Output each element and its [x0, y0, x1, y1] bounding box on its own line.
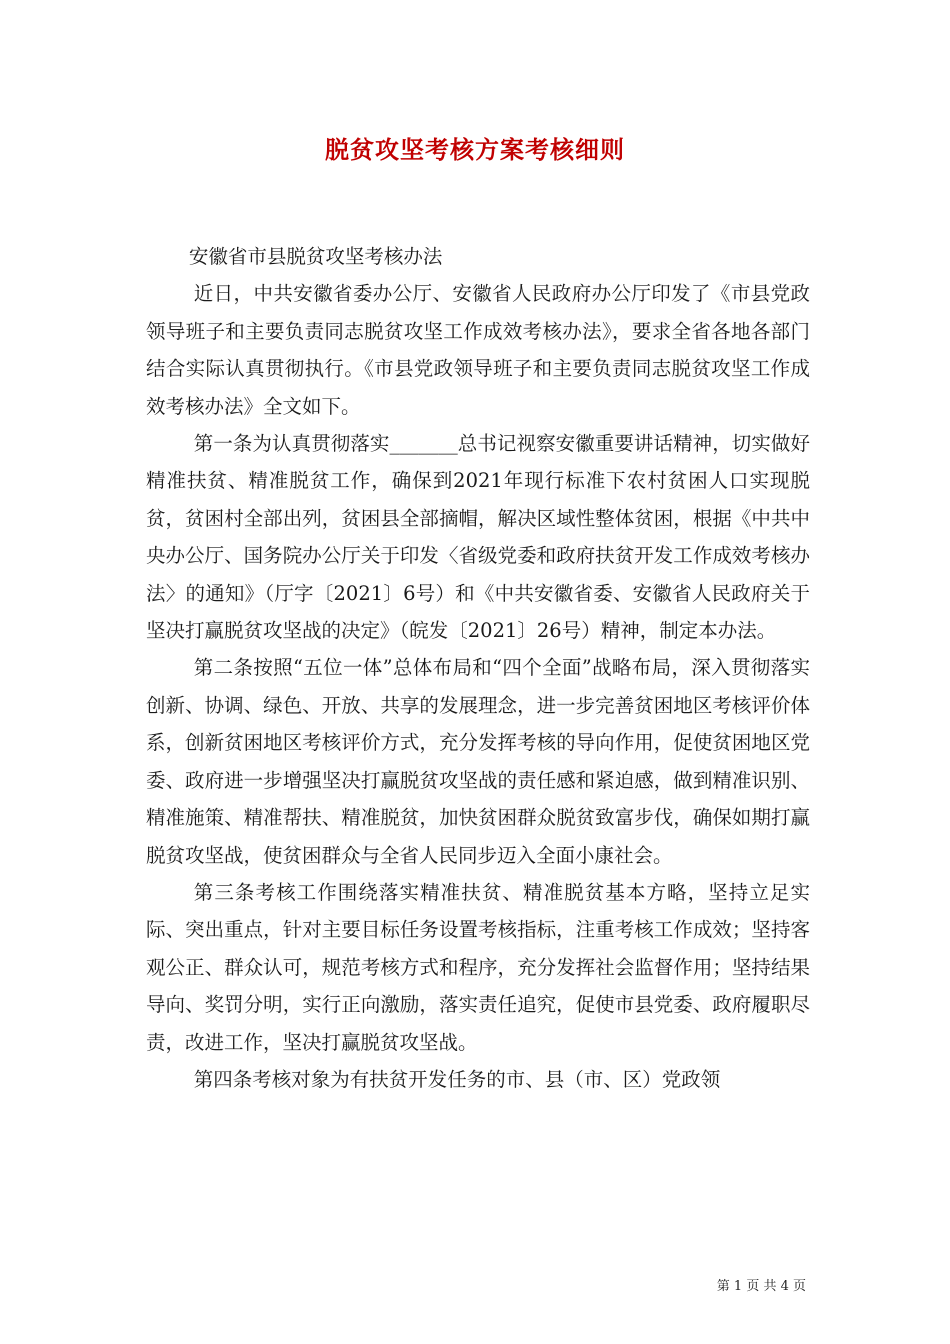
paragraph-intro: 近日，中共安徽省委办公厅、安徽省人民政府办公厅印发了《市县党政领导班子和主要负责同志脱贫攻坚工作成效考核办法》，要求全省各地各部门结合实际认真贯彻执行。《市县党政领导班子和主要负责同志脱贫攻坚工作成效考核办法》全文如下。	[146, 282, 810, 418]
paragraph-article-3: 第三条考核工作围绕落实精准扶贫、精准脱贫基本方略，坚持立足实际、突出重点，针对主要目标任务设置考核指标，注重考核工作成效；坚持客观公正、群众认可，规范考核方式和程序，充分发挥社会监督作用；坚持结果导向、奖罚分明，实行正向激励，落实责任追究，促使市县党委、政府履职尽责，改进工作，坚决打赢脱贫攻坚战。	[146, 880, 810, 1054]
paragraph-article-1: 第一条为认真贯彻落实_______总书记视察安徽重要讲话精神，切实做好精准扶贫、精准脱贫工作，确保到2021年现行标准下农村贫困人口实现脱贫，贫困村全部出列，贫困县全部摘帽，解决区域性整体贫困，根据《中共中央办公厅、国务院办公厅关于印发〈省级党委和政府扶贫开发工作成效考核办法〉的通知》（厅字〔2021〕6号）和《中共安徽省委、安徽省人民政府关于坚决打赢脱贫攻坚战的决定》（皖发〔2021〕26号）精神，制定本办法。	[146, 432, 810, 643]
document-subtitle: 安徽省市县脱贫攻坚考核办法	[188, 245, 443, 268]
document-title: 脱贫攻坚考核方案考核细则	[325, 135, 625, 164]
paragraph-article-2: 第二条按照“五位一体”总体布局和“四个全面”战略布局，深入贯彻落实创新、协调、绿色、开放、共享的发展理念，进一步完善贫困地区考核评价体系，创新贫困地区考核评价方式，充分发挥考核的导向作用，促使贫困地区党委、政府进一步增强坚决打赢脱贫攻坚战的责任感和紧迫感，做到精准识别、精准施策、精准帮扶、精准脱贫，加快贫困群众脱贫致富步伐，确保如期打赢脱贫攻坚战，使贫困群众与全省人民同步迈入全面小康社会。	[146, 656, 810, 867]
document-body	[146, 238, 810, 1098]
paragraph-article-4: 第四条考核对象为有扶贫开发任务的市、县（市、区）党政领	[193, 1067, 721, 1091]
page-number: 第 1 页 共 4 页	[716, 1279, 806, 1294]
